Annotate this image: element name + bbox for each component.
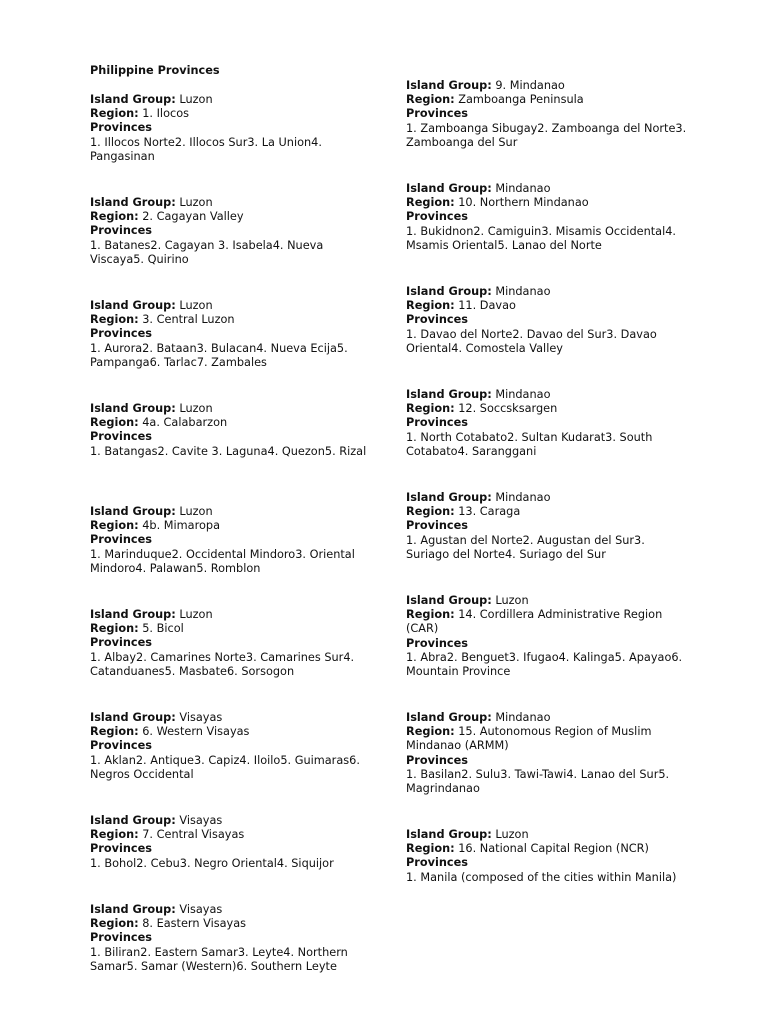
region-entry — [406, 594, 691, 679]
region-entry — [406, 388, 691, 459]
region-line — [406, 725, 691, 753]
region-label: Region: — [90, 416, 139, 430]
island-group-label: Island Group: — [90, 814, 176, 827]
provinces-list: 1. Zamboanga Sibugay2. Zamboanga del Norte3. Zamboanga del Sur — [406, 121, 687, 149]
region-label: Region: — [90, 725, 139, 739]
provinces-label: Provinces — [406, 107, 468, 121]
island-group-line — [406, 388, 691, 402]
provinces-list: 1. Basilan2. Sulu3. Tawi-Tawi4. Lanao del Sur5. Magrindanao — [406, 767, 670, 796]
island-group-line — [406, 182, 691, 196]
region-value: 7. Central Visayas — [142, 828, 245, 842]
provinces-label: Provinces — [90, 224, 152, 238]
region-value: 1. Ilocos — [142, 107, 189, 121]
island-group-line — [406, 79, 691, 93]
region-label: Region: — [90, 917, 139, 931]
island-group-line — [406, 711, 691, 725]
region-label: Region: — [406, 608, 455, 622]
provinces-label: Provinces — [90, 327, 152, 341]
island-group-value: Mindanao — [495, 285, 551, 298]
provinces-list: 1. Biliran2. Eastern Samar3. Leyte4. Northern Samar5. Samar (Western)6. Southern Leyte — [90, 945, 348, 973]
island-group-value: Visayas — [179, 711, 223, 724]
island-group-label: Island Group: — [90, 299, 176, 312]
island-group-value: Mindanao — [495, 491, 551, 504]
region-entry — [90, 711, 375, 782]
island-group-label: Island Group: — [406, 285, 492, 298]
region-label: Region: — [406, 299, 455, 313]
provinces-label: Provinces — [90, 636, 152, 650]
island-group-value: Visayas — [179, 903, 223, 916]
island-group-label: Island Group: — [406, 388, 492, 401]
island-group-line — [406, 828, 691, 842]
island-group-value: Luzon — [179, 93, 213, 106]
region-entry — [90, 814, 375, 871]
region-value: 11. Davao — [458, 299, 516, 313]
provinces-list: 1. Albay2. Camarines Norte3. Camarines Sur4. Catanduanes5. Masbate6. Sorsogon — [90, 650, 355, 678]
island-group-label: Island Group: — [406, 79, 492, 92]
island-group-value: Luzon — [179, 505, 213, 518]
provinces-label: Provinces — [406, 636, 468, 650]
island-group-line — [90, 402, 375, 416]
region-label: Region: — [90, 313, 139, 327]
island-group-value: Mindanao — [495, 388, 551, 401]
region-entry — [90, 505, 375, 576]
region-value: 5. Bicol — [142, 622, 184, 636]
region-entry — [90, 196, 375, 267]
region-entry — [90, 299, 375, 370]
region-label: Region: — [90, 828, 139, 842]
island-group-line — [406, 594, 691, 608]
island-group-value: Visayas — [179, 814, 223, 827]
region-entry — [406, 828, 691, 885]
region-line — [406, 299, 691, 313]
island-group-value: Luzon — [179, 608, 213, 621]
region-entry — [90, 93, 375, 164]
provinces-list: 1. Manila (composed of the cities within Manila) — [406, 870, 677, 884]
island-group-value: Mindanao — [495, 711, 551, 724]
provinces-list: 1. Illocos Norte2. Illocos Sur3. La Union4. Pangasinan — [90, 135, 322, 163]
region-value: 6. Western Visayas — [142, 725, 250, 739]
region-line — [90, 107, 375, 121]
provinces-label: Provinces — [90, 430, 152, 444]
region-line — [406, 93, 691, 107]
island-group-label: Island Group: — [90, 608, 176, 621]
region-label: Region: — [90, 107, 139, 121]
island-group-line — [90, 608, 375, 622]
provinces-label: Provinces — [90, 931, 152, 945]
provinces-list: 1. Davao del Norte2. Davao del Sur3. Davao Oriental4. Comostela Valley — [406, 327, 657, 355]
provinces-list: 1. Agustan del Norte2. Augustan del Sur3. Suriago del Norte4. Suriago del Sur — [406, 533, 645, 561]
provinces-list: 1. North Cotabato2. Sultan Kudarat3. South Cotabato4. Saranggani — [406, 430, 653, 458]
region-line — [406, 402, 691, 416]
island-group-line — [406, 491, 691, 505]
island-group-label: Island Group: — [406, 182, 492, 195]
region-line — [406, 608, 691, 636]
provinces-label: Provinces — [90, 842, 152, 856]
island-group-line — [406, 285, 691, 299]
region-line — [90, 313, 375, 327]
region-value: 12. Soccsksargen — [458, 402, 558, 416]
island-group-value: Luzon — [495, 828, 529, 841]
region-entry — [90, 402, 375, 459]
region-value: 4a. Calabarzon — [142, 416, 228, 430]
provinces-label: Provinces — [406, 416, 468, 430]
region-label: Region: — [90, 519, 139, 533]
island-group-line — [90, 505, 375, 519]
region-line — [90, 519, 375, 533]
provinces-label: Provinces — [406, 313, 468, 327]
region-line — [90, 725, 375, 739]
island-group-value: Luzon — [179, 299, 213, 312]
island-group-label: Island Group: — [406, 491, 492, 504]
region-label: Region: — [90, 622, 139, 636]
island-group-label: Island Group: — [90, 711, 176, 724]
provinces-list: 1. Batangas2. Cavite 3. Laguna4. Quezon5. Rizal — [90, 444, 367, 458]
provinces-list: 1. Aklan2. Antique3. Capiz4. Iloilo5. Guimaras6. Negros Occidental — [90, 753, 360, 781]
region-line — [406, 842, 691, 856]
region-entry — [90, 608, 375, 679]
region-label: Region: — [90, 210, 139, 224]
region-entry — [406, 711, 691, 796]
island-group-value: 9. Mindanao — [495, 79, 565, 92]
region-value: 8. Eastern Visayas — [142, 917, 247, 931]
island-group-value: Luzon — [179, 196, 213, 209]
island-group-label: Island Group: — [406, 594, 492, 607]
island-group-line — [90, 299, 375, 313]
island-group-label: Island Group: — [406, 828, 492, 841]
island-group-label: Island Group: — [90, 402, 176, 415]
region-line — [406, 196, 691, 210]
island-group-value: Luzon — [495, 594, 529, 607]
region-entry — [406, 182, 691, 253]
region-entry — [406, 79, 691, 150]
provinces-list: 1. Batanes2. Cagayan 3. Isabela4. Nueva Viscaya5. Quirino — [90, 238, 324, 266]
region-value: 15. Autonomous Region of Muslim Mindanao (ARMM) — [406, 725, 652, 753]
region-line — [90, 622, 375, 636]
island-group-label: Island Group: — [90, 196, 176, 209]
region-label: Region: — [406, 842, 455, 856]
island-group-label: Island Group: — [90, 93, 176, 106]
provinces-label: Provinces — [406, 753, 468, 767]
region-value: 4b. Mimaropa — [142, 519, 220, 533]
provinces-label: Provinces — [90, 739, 152, 753]
region-value: 14. Cordillera Administrative Region (CAR) — [406, 608, 663, 636]
island-group-line — [90, 814, 375, 828]
region-label: Region: — [406, 725, 455, 739]
region-line — [406, 505, 691, 519]
region-value: 2. Cagayan Valley — [142, 210, 244, 224]
region-value: 3. Central Luzon — [142, 313, 235, 327]
region-value: 10. Northern Mindanao — [458, 196, 589, 210]
provinces-label: Provinces — [406, 210, 468, 224]
provinces-label: Provinces — [90, 533, 152, 547]
region-line — [90, 828, 375, 842]
island-group-line — [90, 903, 375, 917]
region-label: Region: — [406, 402, 455, 416]
region-line — [90, 416, 375, 430]
region-label: Region: — [406, 93, 455, 107]
island-group-value: Luzon — [179, 402, 213, 415]
provinces-list: 1. Aurora2. Bataan3. Bulacan4. Nueva Ecija5. Pampanga6. Tarlac7. Zambales — [90, 341, 348, 369]
region-line — [90, 210, 375, 224]
provinces-label: Provinces — [90, 121, 152, 135]
provinces-list: 1. Abra2. Benguet3. Ifugao4. Kalinga5. Apayao6. Mountain Province — [406, 650, 683, 679]
island-group-line — [90, 196, 375, 210]
island-group-label: Island Group: — [406, 711, 492, 724]
region-label: Region: — [406, 505, 455, 519]
island-group-line — [90, 711, 375, 725]
island-group-label: Island Group: — [90, 505, 176, 518]
region-label: Region: — [406, 196, 455, 210]
provinces-list: 1. Bukidnon2. Camiguin3. Misamis Occidental4. Msamis Oriental5. Lanao del Norte — [406, 224, 676, 252]
region-value: 13. Caraga — [458, 505, 521, 519]
island-group-value: Mindanao — [495, 182, 551, 195]
region-entry — [406, 285, 691, 356]
provinces-list: 1. Bohol2. Cebu3. Negro Oriental4. Siquijor — [90, 856, 334, 870]
island-group-label: Island Group: — [90, 903, 176, 916]
provinces-label: Provinces — [406, 519, 468, 533]
page-title: Philippine Provinces — [90, 64, 220, 77]
provinces-label: Provinces — [406, 856, 468, 870]
region-value: Zamboanga Peninsula — [458, 93, 584, 107]
region-line — [90, 917, 375, 931]
region-entry — [406, 491, 691, 562]
region-entry — [90, 903, 375, 974]
provinces-list: 1. Marinduque2. Occidental Mindoro3. Oriental Mindoro4. Palawan5. Romblon — [90, 547, 355, 575]
region-value: 16. National Capital Region (NCR) — [458, 842, 649, 856]
island-group-line — [90, 93, 375, 107]
